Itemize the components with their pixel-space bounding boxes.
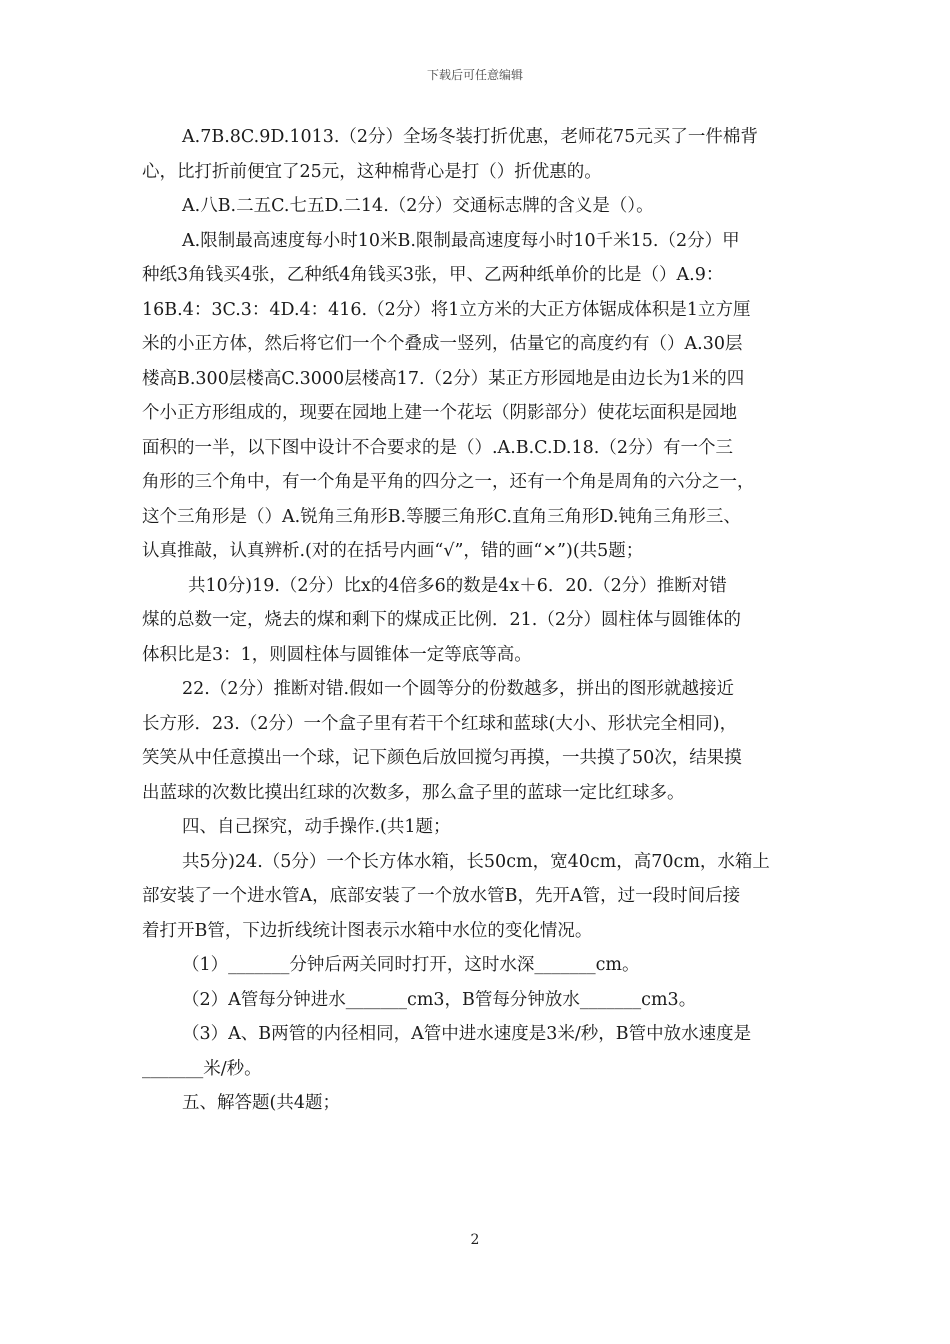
text-line: A.限制最高速度每小时10米B.限制最高速度每小时10千米15.（2分）甲 xyxy=(182,230,740,251)
text-line: （3）A、B两管的内径相同，A管中进水速度是3米/秒，B管中放水速度是 xyxy=(182,1024,752,1044)
text-line: 体积比是3：1，则圆柱体与圆锥体一定等底等高。 xyxy=(142,644,532,665)
page-header: 下载后可任意编辑 xyxy=(426,68,523,82)
text-line: 部安装了一个进水管A，底部安装了一个放水管B，先开A管，过一段时间后接 xyxy=(142,886,741,906)
text-line: 角形的三个角中，有一个角是平角的四分之一，还有一个角是周角的六分之一， xyxy=(142,472,755,492)
text-line: 楼高B.300层楼高C.3000层楼高17.（2分）某正方形园地是由边长为1米的四 xyxy=(142,368,745,389)
text-line: 长方形．23.（2分）一个盒子里有若干个红球和蓝球(大小、形状完全相同)， xyxy=(142,713,738,734)
text-line: 五、解答题(共4题； xyxy=(182,1093,340,1113)
text-line: 这个三角形是（）A.锐角三角形B.等腰三角形C.直角三角形D.钝角三角形三、 xyxy=(142,506,741,527)
document-body xyxy=(142,120,810,1121)
text-line: 面积的一半，以下图中设计不合要求的是（）.A.B.C.D.18.（2分）有一个三 xyxy=(142,437,733,458)
text-line: A.7B.8C.9D.1013.（2分）全场冬装打折优惠，老师花75元买了一件棉背 xyxy=(182,127,758,147)
text-line: （2）A管每分钟进水_______cm3，B管每分钟放水_______cm3。 xyxy=(182,989,697,1010)
text-line: 16B.4：3C.3：4D.4：416.（2分）将1立方米的大正方体锯成体积是1立方厘 xyxy=(142,299,751,320)
text-line: 煤的总数一定，烧去的煤和剩下的煤成正比例．21.（2分）圆柱体与圆锥体的 xyxy=(142,610,741,630)
text-line: 共10分)19.（2分）比x的4倍多6的数是4x＋6．20.（2分）推断对错 xyxy=(188,575,727,596)
text-line: _______米/秒。 xyxy=(142,1058,262,1079)
text-line: （1）_______分钟后两关同时打开，这时水深_______cm。 xyxy=(182,955,640,975)
text-line: 共5分)24.（5分）一个长方体水箱，长50cm，宽40cm，高70cm，水箱上 xyxy=(182,851,770,872)
text-line: 四、自己探究，动手操作.(共1题； xyxy=(182,817,451,837)
text-line: 着打开B管，下边折线统计图表示水箱中水位的变化情况。 xyxy=(142,920,593,941)
text-line: 心，比打折前便宜了25元，这种棉背心是打（）折优惠的。 xyxy=(142,161,602,182)
text-line: 22.（2分）推断对错.假如一个圆等分的份数越多，拼出的图形就越接近 xyxy=(182,679,735,699)
text-line: 出蓝球的次数比摸出红球的次数多，那么盒子里的蓝球一定比红球多。 xyxy=(142,782,685,803)
text-line: 种纸3角钱买4张，乙种纸4角钱买3张，甲、乙两种纸单价的比是（）A.9： xyxy=(142,265,724,285)
text-line: 个小正方形组成的，现要在园地上建一个花坛（阴影部分）使花坛面积是园地 xyxy=(142,403,737,423)
page-number: 2 xyxy=(470,1232,480,1248)
text-line: 笑笑从中任意摸出一个球，记下颜色后放回搅匀再摸，一共摸了50次，结果摸 xyxy=(142,748,742,768)
text-line: 认真推敲，认真辨析.(对的在括号内画“√”，错的画“×”)(共5题； xyxy=(142,541,644,561)
text-line: A.八B.二五C.七五D.二14.（2分）交通标志牌的含义是（）。 xyxy=(182,196,654,216)
text-line: 米的小正方体，然后将它们一个个叠成一竖列，估量它的高度约有（）A.30层 xyxy=(142,334,743,354)
